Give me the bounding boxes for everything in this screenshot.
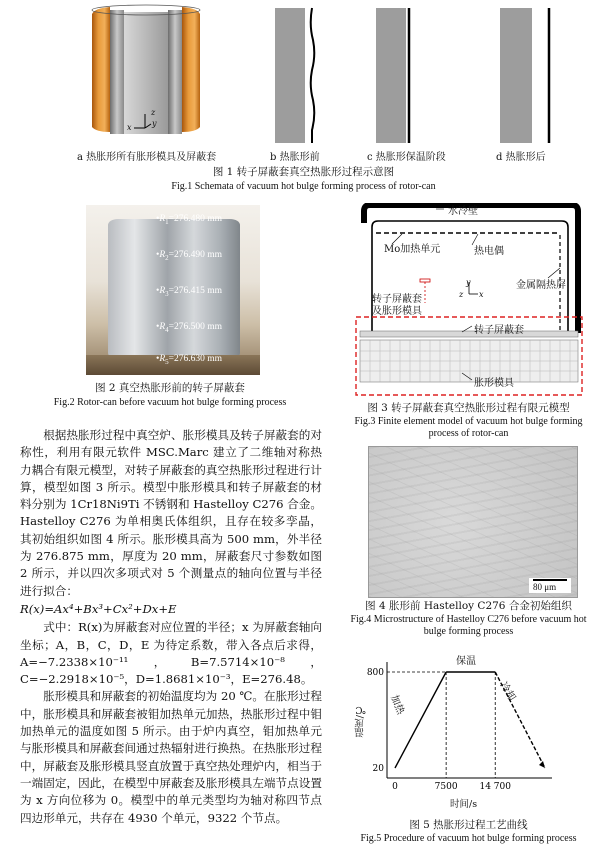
radius-label: $•R_2=276.490$ mm [156, 250, 223, 262]
fig4-scale-bar [529, 578, 571, 593]
fig3-axis-x: x [479, 290, 484, 299]
fig1a-axis-z: z [151, 108, 156, 117]
figure-1-drawing [0, 0, 607, 150]
fig5-label-cool: 冷却 [497, 680, 518, 703]
fig5-ylabel: 温度/℃ [355, 704, 366, 738]
fig4-caption-en-2: bulge forming process [423, 626, 514, 637]
fig3-label-heat-shield: 金属隔热屏 [516, 280, 566, 291]
fig2-caption-cn: 图 2 真空热胀形前的转子屏蔽套 [95, 382, 245, 394]
fig5-label-heat: 加热 [388, 693, 406, 717]
fig2-caption-en: Fig.2 Rotor-can before vacuum hot bulge forming process [53, 397, 287, 408]
cooling-arrow [539, 761, 545, 768]
fig1a-axis-x: x [127, 123, 132, 132]
fig3-label-can-die-1: 转子屏蔽套 [372, 294, 422, 305]
radius-label: $•R_3=276.415$ mm [156, 286, 223, 298]
fig1a-axis-y: y [152, 119, 157, 128]
figure-1 [0, 0, 607, 200]
fig1a-cylinder [92, 5, 200, 134]
fig5-caption-en: Fig.5 Procedure of vacuum hot bulge forming process [360, 833, 577, 844]
fig1-caption-en: Fig.1 Schemata of vacuum hot bulge forming process of rotor-can [171, 181, 436, 192]
fig3-label-die: 胀形模具 [474, 378, 514, 389]
fig1-sub-b: b 热胀形前 [270, 152, 320, 163]
y-tick-label: 20 [372, 764, 384, 774]
fig3-axis-y: y [466, 278, 471, 287]
fig1-sub-c: c 热胀形保温阶段 [367, 152, 446, 163]
fig3-label-water-wall: 水冷壁 [448, 206, 478, 217]
radius-label: $•R_4=276.500$ mm [156, 322, 223, 334]
radius-label: $•R_1=276.480$ mm [156, 214, 223, 226]
paragraph-3: 胀形模具和屏蔽套的初始温度均为 20 ℃。在胀形过程中，胀形模具和屏蔽套被钼加热单元加热，热胀形过程中钼加热单元的温度如图 5 所示。由于炉内真空，钼加热单元与胀形模具和屏蔽套间通过热辐射进行换热。在热胀形过程中，屏蔽套及胀形模具竖直放置于真空热处理炉内，相当于一端固定，因此，在模型中屏蔽套及胀形模具左端节点设置为 x 方向位移为 0。模型中的单元类型均为轴对称四节点四边形单元，共存在 4930 个单元，9322 个节点。 [20, 689, 322, 825]
temperature-segment [395, 672, 446, 768]
fig5-label-hold: 保温 [456, 656, 476, 667]
fig3-caption-en-2: process of rotor-can [428, 428, 509, 439]
radius-label: $•R_5=276.630$ mm [156, 354, 223, 366]
x-tick-label: 7500 [434, 782, 458, 792]
fig1b-die [311, 8, 315, 143]
fig4-scale-label: 80 μm [533, 582, 557, 592]
fig3-label-can-die-2: 及胀形模具 [372, 306, 422, 317]
fig1-sub-d: d 热胀形后 [496, 152, 546, 163]
y-tick-label: 800 [366, 668, 384, 678]
x-tick-label: 0 [392, 782, 398, 792]
fig3-caption-cn: 图 3 转子屏蔽套真空热胀形过程有限元模型 [367, 402, 570, 414]
fig5-xlabel: 时间/s [450, 799, 478, 810]
fig5-caption-cn: 图 5 热胀形过程工艺曲线 [409, 819, 528, 831]
fig1c-can [376, 8, 406, 143]
fig1d-can [500, 8, 532, 143]
figure-5-chart [352, 648, 592, 814]
figure-4-micrograph [368, 446, 578, 598]
fig3-axis-z: z [459, 290, 464, 299]
fig4-caption-en-1: Fig.4 Microstructure of Hastelloy C276 before vacuum hot [350, 614, 587, 625]
fig3-caption-en-1: Fig.3 Finite element model of vacuum hot bulge forming [354, 416, 583, 427]
fig1-sub-a: a 热胀形所有胀形模具及屏蔽套 [77, 152, 217, 163]
fig3-label-thermocouple: 热电偶 [474, 246, 504, 257]
fig3-label-mo-heater: Mo加热单元 [384, 244, 441, 255]
body-text [20, 427, 322, 827]
fig4-caption-cn: 图 4 胀形前 Hastelloy C276 合金初始组织 [365, 600, 572, 612]
fit-formula: R(x)=Ax⁴+Bx³+Cx²+Dx+E [20, 601, 177, 616]
paragraph-1: 根据热胀形过程中真空炉、胀形模具及转子屏蔽套的对称性，利用有限元软件 MSC.Marc 建立了二维轴对称热力耦合有限元模型，对转子屏蔽套的真空热胀形过程进行计算，模型如图 3 所示。模型中胀形模具和转子屏蔽套的材料分别为 1Cr18Ni9Ti 不锈钢和 Hastelloy C276 合金。Hastelloy C276 为单相奥氏体组织，且存在较多孪晶，其初始组织如图 4 所示。胀形模具高为 500 mm，外半径为 276.875 mm，厚度为 20 mm，屏蔽套尺寸参数如图 2 所示，并以四次多项式对 5 个测量点的轴向位置与半径进行拟合： [20, 428, 322, 598]
x-tick-label: 14 700 [479, 782, 511, 792]
paragraph-2: 式中：R(x)为屏蔽套对应位置的半径；x 为屏蔽套轴向坐标；A，B，C，D，E 为待定系数，带入各点后求得，A=−7.2338×10⁻¹¹，B=7.5714×10⁻⁸，C=−2.2918×10⁻⁵，D=1.8681×10⁻³，E=276.48。 [20, 620, 322, 687]
fig5-svg [352, 648, 592, 814]
fig3-label-can: 转子屏蔽套 [474, 325, 524, 336]
fig1-caption-cn: 图 1 转子屏蔽套真空热胀形过程示意图 [212, 166, 395, 178]
fig1b-can [275, 8, 305, 143]
